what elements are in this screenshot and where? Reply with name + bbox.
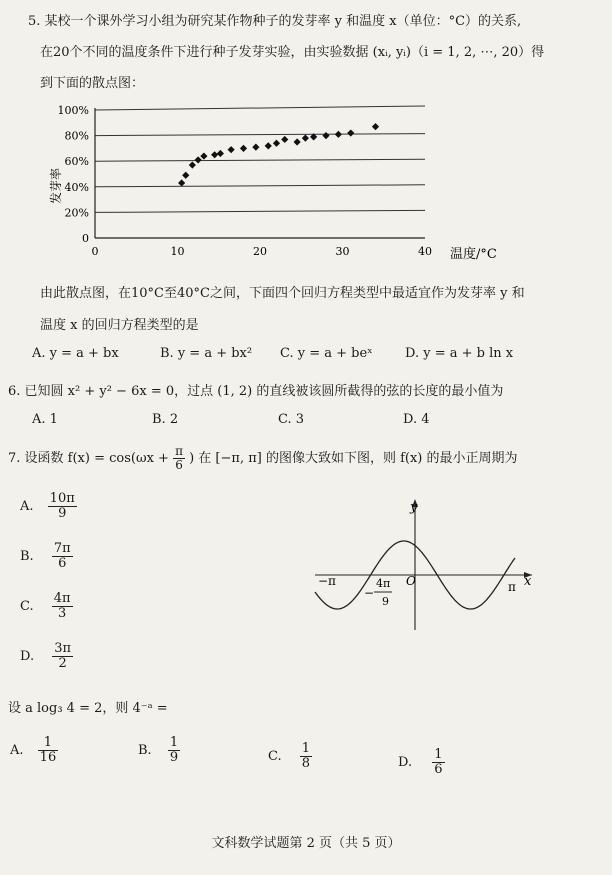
graph-mark-den: 9 xyxy=(382,595,389,608)
scatter-point xyxy=(265,142,272,149)
q5-option-a: A. y = a + bx xyxy=(32,346,119,361)
scatter-point xyxy=(240,145,247,152)
page-footer: 文科数学试题第 2 页（共 5 页） xyxy=(211,836,401,851)
x-tick-label: 20 xyxy=(253,245,267,258)
gridline xyxy=(95,210,425,212)
q7-stem xyxy=(8,445,518,472)
q7-stem-num: π xyxy=(175,444,183,458)
x-tick-label: 0 xyxy=(91,245,99,258)
q6-option-d: D. 4 xyxy=(403,412,430,427)
q7-option-d-num: 3π xyxy=(54,641,72,656)
q7-option-a-den: 9 xyxy=(58,506,67,522)
scatter-point xyxy=(302,135,309,142)
q5-after2: 温度 x 的回归方程类型的是 xyxy=(40,318,199,333)
q8-option-d-label: D. xyxy=(398,755,413,771)
q5-line3: 到下面的散点图： xyxy=(40,76,145,91)
q8-option-b-den: 9 xyxy=(169,750,179,766)
q8-option-d xyxy=(398,748,445,778)
cosine-graph xyxy=(310,495,540,635)
q7-stem-fraction xyxy=(173,445,185,472)
q8-option-a-num: 1 xyxy=(38,736,59,751)
q7-option-d xyxy=(20,642,73,672)
q6-option-c: C. 3 xyxy=(278,412,305,427)
graph-pi: π xyxy=(508,580,516,594)
graph-y-label: y xyxy=(410,500,418,515)
scatter-point xyxy=(189,161,196,168)
gridline xyxy=(95,159,425,161)
q8-option-b-num: 1 xyxy=(169,735,179,750)
x-tick-label: 30 xyxy=(335,245,350,258)
scatter-point xyxy=(322,132,329,139)
chart-x-label: 温度/°C xyxy=(450,247,497,262)
q7-option-c-label: C. xyxy=(20,599,34,615)
y-tick-label: 40% xyxy=(64,180,89,194)
q7-option-b-label: B. xyxy=(20,549,34,565)
scatter-point xyxy=(281,136,288,143)
q7-stem-end: ) 在 [−π, π] 的图像大致如下图，则 f(x) 的最小正周期为 xyxy=(189,450,518,466)
q5-line1: 5. 某校一个课外学习小组为研究某作物种子的发芽率 y 和温度 x（单位：°C）的关系, xyxy=(28,14,522,29)
q7-stem-den: 6 xyxy=(175,458,183,473)
graph-mark-sign: − xyxy=(364,586,375,600)
q8-option-a-den: 16 xyxy=(39,750,57,766)
q5-option-b: B. y = a + bx² xyxy=(160,346,253,361)
q7-option-c xyxy=(20,592,73,622)
y-tick-label: 0 xyxy=(82,232,89,245)
q7-option-a-num: 10π xyxy=(49,491,75,506)
scatter-point xyxy=(294,138,301,145)
q8-option-c xyxy=(268,742,312,772)
q8-option-a-label: A. xyxy=(10,743,24,759)
q6-option-b: B. 2 xyxy=(152,412,179,427)
q7-option-b xyxy=(20,542,73,572)
graph-neg-pi: −π xyxy=(318,574,336,588)
q7-option-b-den: 6 xyxy=(58,556,67,572)
graph-mark-num: 4π xyxy=(376,577,391,590)
q5-option-c: C. y = a + beˣ xyxy=(280,346,373,361)
q8-option-b-label: B. xyxy=(138,743,152,759)
q7-option-b-num: 7π xyxy=(53,541,71,556)
scatter-point xyxy=(182,172,189,179)
q7-option-a xyxy=(20,492,77,522)
scatter-point xyxy=(211,151,218,158)
scatter-point xyxy=(195,156,202,163)
chart-y-label: 发芽率 xyxy=(49,167,63,205)
q8-option-a xyxy=(10,736,58,766)
y-tick-label: 100% xyxy=(57,104,89,117)
gridline xyxy=(95,185,425,187)
graph-origin: O xyxy=(406,574,416,588)
q7-option-c-den: 3 xyxy=(58,606,67,622)
graph-x-label: x xyxy=(524,574,532,589)
q7-option-d-label: D. xyxy=(20,649,35,665)
scatter-point xyxy=(200,152,207,159)
y-tick-label: 80% xyxy=(64,129,89,143)
q8-option-c-den: 8 xyxy=(301,756,311,772)
q8-stem: 设 a log₃ 4 = 2，则 4⁻ᵃ = xyxy=(8,701,168,716)
q8-option-d-den: 6 xyxy=(434,762,443,778)
gridline xyxy=(95,106,425,110)
q5-option-d: D. y = a + b ln x xyxy=(405,346,514,361)
q7-option-a-label: A. xyxy=(20,499,34,515)
q5-after1: 由此散点图，在10°C至40°C之间，下面四个回归方程类型中最适宜作为发芽率 y 和 xyxy=(40,286,525,301)
scatter-chart xyxy=(40,98,510,268)
q7-option-c-num: 4π xyxy=(53,591,71,606)
q8-option-d-num: 1 xyxy=(434,747,443,762)
scatter-point xyxy=(372,123,379,130)
x-tick-label: 10 xyxy=(170,245,185,258)
scatter-point xyxy=(273,140,280,147)
y-tick-label: 20% xyxy=(64,206,89,220)
q7-option-d-den: 2 xyxy=(58,656,67,672)
scatter-point xyxy=(228,146,235,153)
q8-option-b xyxy=(138,736,180,766)
scatter-point xyxy=(252,144,259,151)
gridline xyxy=(95,134,425,136)
q8-option-c-num: 1 xyxy=(301,741,311,756)
scatter-point xyxy=(217,150,224,157)
scatter-point xyxy=(347,129,354,136)
scatter-point xyxy=(178,179,185,186)
q5-line2: 在20个不同的温度条件下进行种子发芽实验，由实验数据 (xᵢ, yᵢ)（i = 1, 2, ⋯, 20）得 xyxy=(40,45,545,60)
scatter-point xyxy=(335,131,342,138)
q8-option-c-label: C. xyxy=(268,749,282,765)
q6-stem: 6. 已知圆 x² + y² − 6x = 0，过点 (1, 2) 的直线被该圆所截得的弦的长度的最小值为 xyxy=(8,384,504,399)
q6-option-a: A. 1 xyxy=(32,412,58,427)
x-tick-label: 40 xyxy=(418,245,432,258)
q7-stem-start: 7. 设函数 f(x) = cos(ωx + xyxy=(8,450,169,466)
y-tick-label: 60% xyxy=(64,155,89,169)
